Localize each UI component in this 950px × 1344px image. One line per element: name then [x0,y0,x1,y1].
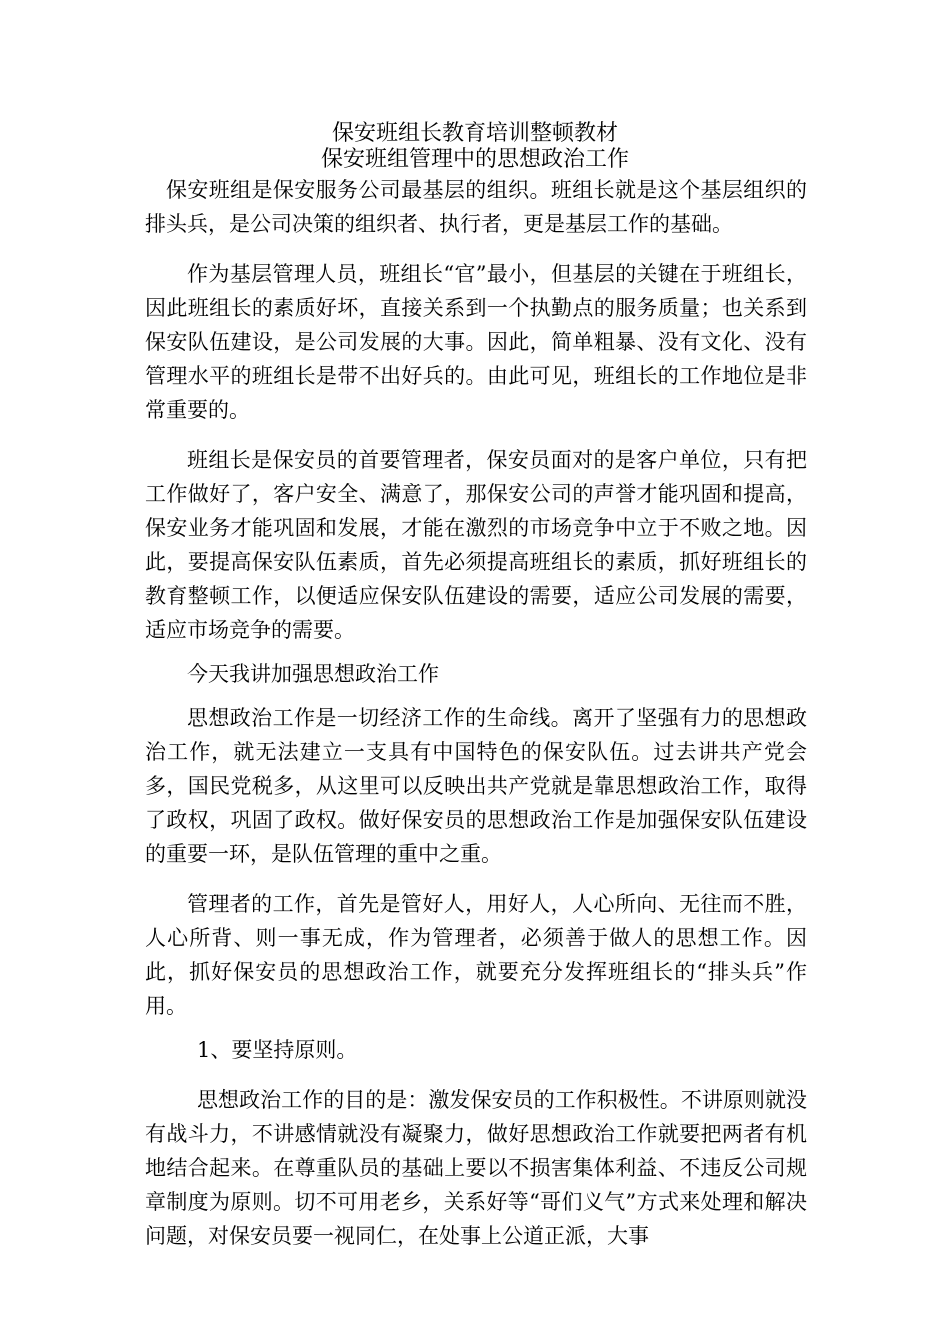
document-body [145,173,807,1253]
document-title: 保安班组长教育培训整顿教材 [331,121,618,146]
paragraph-topic-intro: 今天我讲加强思想政治工作 [187,662,439,686]
list-item-principle-heading: 1、要坚持原则。 [197,1038,358,1062]
paragraph-manager-work: 管理者的工作，首先是管好人，用好人，人心所向、无往而不胜，人心所背、则一事无成，作为管理者，必须善于做人的思想工作。因此，抓好保安员的思想政治工作，就要充分发挥班组长的“排头兵”作用。 [145,892,807,1018]
document-subtitle: 保安班组管理中的思想政治工作 [320,147,629,172]
paragraph-principle-detail: 思想政治工作的目的是：激发保安员的工作积极性。不讲原则就没有战斗力，不讲感情就没有凝聚力，做好思想政治工作就要把两者有机地结合起来。在尊重队员的基础上要以不损害集体利益、不违反公司规章制度为原则。切不可用老乡，关系好等“哥们义气”方式来处理和解决问题，对保安员要一视同仁，在处事上公道正派，大事 [145,1088,807,1248]
paragraph-squad-leader-role: 作为基层管理人员，班组长“官”最小，但基层的关键在于班组长，因此班组长的素质好坏，直接关系到一个执勤点的服务质量；也关系到保安队伍建设，是公司发展的大事。因此，简单粗暴、没有文化、没有管理水平的班组长是带不出好兵的。由此可见，班组长的工作地位是非常重要的。 [145,262,807,422]
paragraph-political-work: 思想政治工作是一切经济工作的生命线。离开了坚强有力的思想政治工作，就无法建立一支具有中国特色的保安队伍。过去讲共产党会多，国民党税多，从这里可以反映出共产党就是靠思想政治工作，取得了政权，巩固了政权。做好保安员的思想政治工作是加强保安队伍建设的重要一环，是队伍管理的重中之重。 [145,706,807,866]
paragraph-intro: 保安班组是保安服务公司最基层的组织。班组长就是这个基层组织的排头兵，是公司决策的组织者、执行者，更是基层工作的基础。 [145,178,807,236]
paragraph-squad-leader-manager: 班组长是保安员的首要管理者，保安员面对的是客户单位，只有把工作做好了，客户安全、满意了，那保安公司的声誉才能巩固和提高，保安业务才能巩固和发展，才能在激烈的市场竞争中立于不败之地。因此，要提高保安队伍素质，首先必须提高班组长的素质，抓好班组长的教育整顿工作，以便适应保安队伍建设的需要，适应公司发展的需要，适应市场竞争的需要。 [145,448,807,642]
